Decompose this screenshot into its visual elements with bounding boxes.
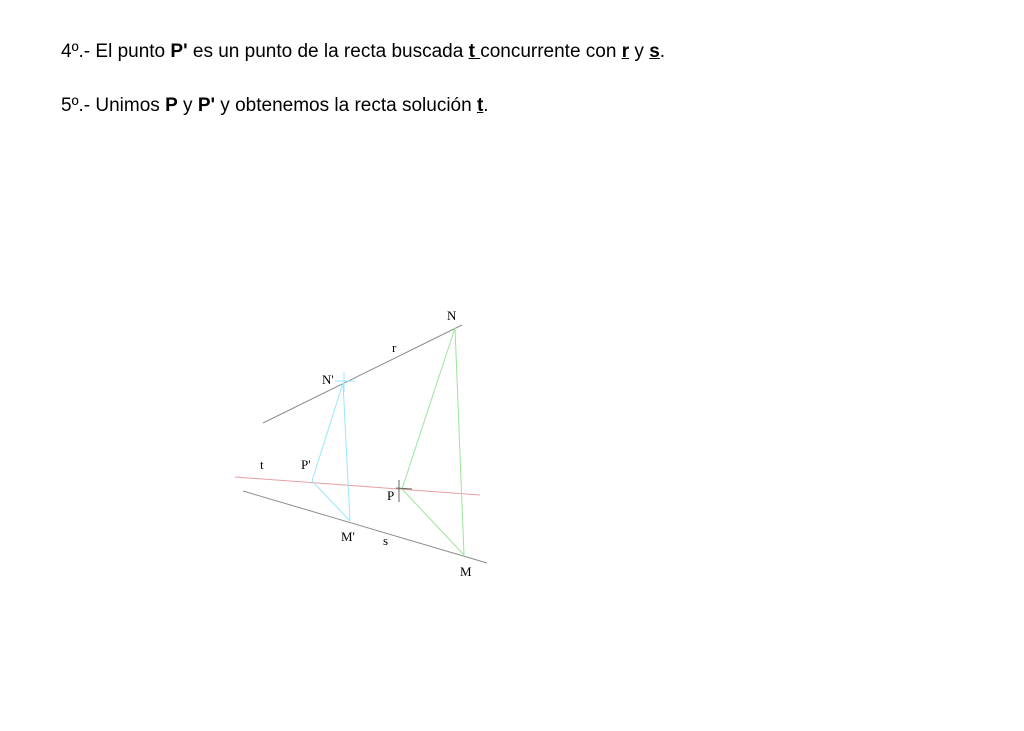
step-4-prefix: 4º.- El punto <box>61 41 171 62</box>
line-t <box>235 477 480 495</box>
segment-nprime-pprime <box>312 383 343 481</box>
step-4-line-s: s <box>649 41 660 62</box>
segment-n-m <box>455 328 464 555</box>
line-r <box>263 325 462 423</box>
label-n-prime: N' <box>322 372 334 387</box>
step-5-line-t: t <box>476 95 484 116</box>
label-m-prime: M' <box>341 529 355 544</box>
segment-n-p <box>402 328 455 489</box>
step-4-mid2: concurrente con <box>480 41 622 62</box>
label-n: N <box>447 308 457 323</box>
step-4-line-r: r <box>621 41 630 62</box>
step-4-mid: es un punto de la recta buscada <box>187 41 469 62</box>
step-5-point-p-prime: P' <box>197 95 216 116</box>
step-4-point-p-prime: P' <box>170 41 188 62</box>
line-s <box>243 491 487 563</box>
label-p: P <box>387 488 395 503</box>
segment-nprime-mprime <box>343 383 350 521</box>
step-4-line-t: t <box>468 41 481 62</box>
label-r: r <box>392 340 397 355</box>
step-4-mid3: y <box>629 41 650 62</box>
segment-p-m <box>402 489 464 555</box>
step-4-end: . <box>659 41 666 62</box>
step-5-end: . <box>483 95 489 116</box>
step-5-mid2: y obtenemos la recta solución <box>215 95 477 116</box>
label-t: t <box>260 457 264 472</box>
segment-pprime-mprime <box>312 481 350 521</box>
label-p-prime: P' <box>301 457 311 472</box>
step-5-prefix: 5º.- Unimos <box>61 95 166 116</box>
label-s: s <box>383 533 389 548</box>
step-5-point-p: P <box>165 95 178 116</box>
label-m: M <box>460 564 472 579</box>
step-5-mid: y <box>177 95 198 116</box>
